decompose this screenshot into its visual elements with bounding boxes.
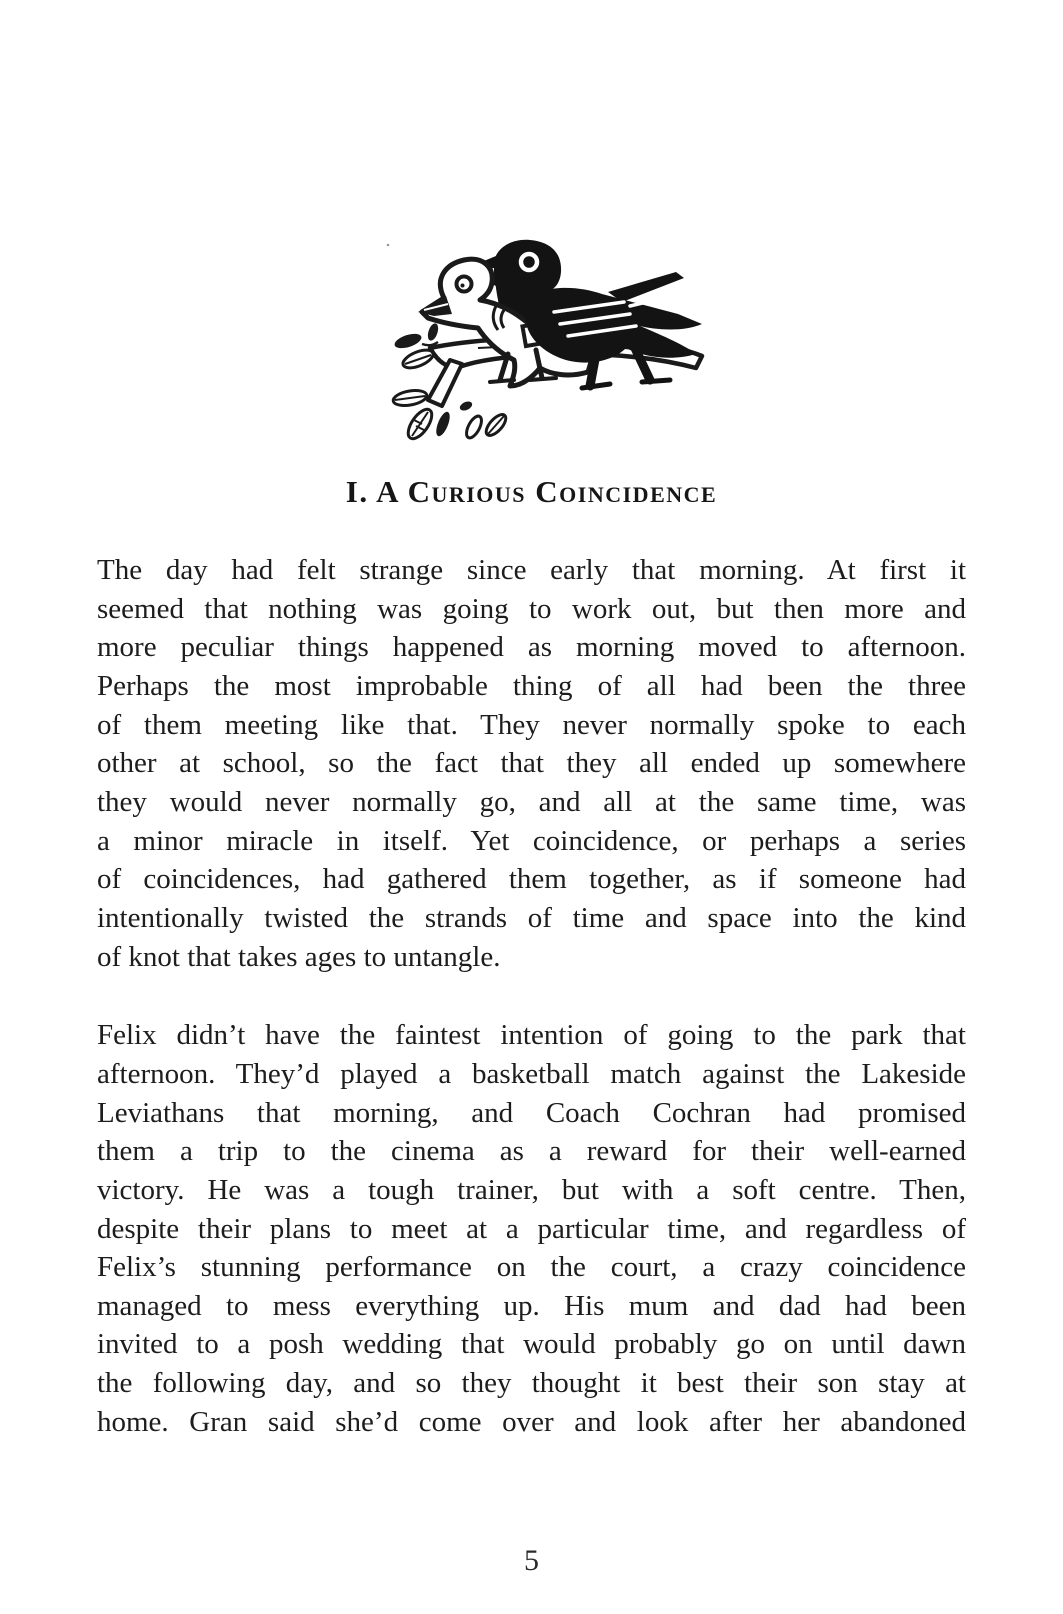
chapter-illustration [378,228,708,448]
paragraph [97,551,966,976]
text-line: despite their plans to meet at a particular time, and regardless of [97,1212,966,1245]
page-number: 5 [524,1544,539,1577]
text-line: managed to mess everything up. His mum and dad had been [97,1289,966,1322]
text-line: intentionally twisted the strands of time and space into the kind [97,901,966,934]
text-line: more peculiar things happened as morning moved to afternoon. [97,631,966,664]
text-line: a minor miracle in itself. Yet coincidence, or perhaps a series [97,824,966,857]
text-line: invited to a posh wedding that would probably go on until dawn [97,1328,966,1361]
text-line: Perhaps the most improbable thing of all had been the three [97,669,966,702]
text-line: seemed that nothing was going to work out, but then more and [97,592,966,625]
body-text [97,551,966,1441]
text-line: victory. He was a tough trainer, but with a soft centre. Then, [97,1173,966,1206]
text-line: the following day, and so they thought it best their son stay at [97,1367,966,1400]
two-birds-on-branch-illustration [378,228,708,448]
text-line: afternoon. They’d played a basketball match against the Lakeside [97,1057,966,1090]
text-line: they would never normally go, and all at the same time, was [97,785,966,818]
text-line: Felix’s stunning performance on the court, a crazy coincidence [97,1251,966,1284]
text-line: them a trip to the cinema as a reward for their well-earned [97,1135,966,1168]
chapter-heading: I. A Curious Coincidence [345,474,718,509]
text-line: of them meeting like that. They never normally spoke to each [97,708,966,741]
text-line: The day had felt strange since early that morning. At first it [97,554,966,586]
paragraph [97,1016,966,1441]
text-line: of coincidences, had gathered them together, as if someone had [97,863,966,896]
text-line: home. Gran said she’d come over and look after her abandoned [97,1405,966,1438]
text-line: of knot that takes ages to untangle. [97,940,501,973]
text-line: Felix didn’t have the faintest intention of going to the park that [97,1019,966,1052]
text-line: other at school, so the fact that they all ended up somewhere [97,747,966,780]
text-line: Leviathans that morning, and Coach Cochran had promised [97,1096,966,1129]
